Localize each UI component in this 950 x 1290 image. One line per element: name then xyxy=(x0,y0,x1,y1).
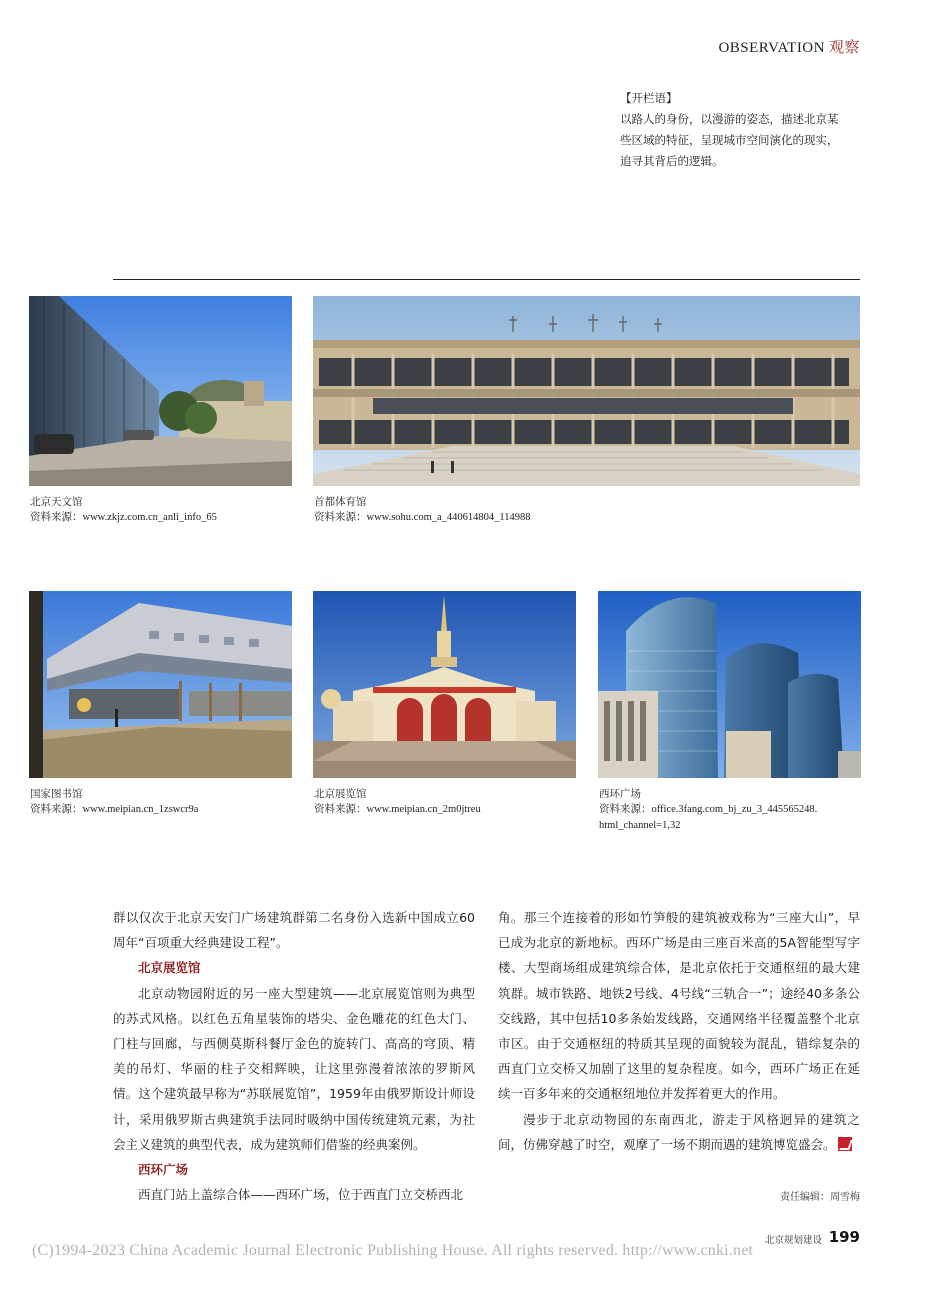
caption-source: 资料来源：www.meipian.cn_2m0jtreu xyxy=(314,804,481,815)
responsible-editor: 责任编辑：周雪梅 xyxy=(780,1192,860,1203)
caption-source: 资料来源：office.3fang.com_bj_zu_3_445565248. xyxy=(599,804,818,815)
paragraph: 西直门站上盖综合体——西环广场，位于西直门立交桥西北 xyxy=(138,1187,464,1203)
paragraph: 角。那三个连接着的形如竹笋般的建筑被戏称为“三座大山”，早已成为北京的新地标。西环广场是由三座百米高的5A智能型写字楼、大型商场组成建筑综合体，是北京依托于交通枢纽的最大建筑群。城市铁路、地铁2号线、4号线“三轨合一”；途经40多条公交线路，其中包括10多条始发线路，交通网络半径覆盖整个北京市区。由于交通枢纽的特质其呈现的面貌较为混乱，错综复杂的西直门立交桥又加剧了这里的复杂程度。如今，西环广场正在延续一百多年来的交通枢纽地位并发挥着更大的作用。 xyxy=(498,910,860,1102)
intro-line: 追寻其背后的逻辑。 xyxy=(620,154,724,168)
caption-beijing-planetarium xyxy=(30,494,300,526)
intro-line: 以路人的身份，以漫游的姿态，描述北京某 xyxy=(620,112,839,126)
caption-source-cont: html_channel=1,32 xyxy=(599,820,681,831)
caption-title: 国家图书馆 xyxy=(30,788,83,800)
paragraph: 群以仅次于北京天安门广场建筑群第二名身份入选新中国成立60周年“百项重大经典建设工程”。 xyxy=(113,910,475,951)
closing-text: 漫步于北京动物园的东南西北，游走于风格迥异的建筑之间，仿佛穿越了时空，观摩了一场不期而遇的建筑博览盛会。 xyxy=(498,1111,860,1152)
caption-national-library xyxy=(30,786,300,818)
paragraph: 北京动物园附近的另一座大型建筑——北京展览馆则为典型的苏式风格。以红色五角星装饰的塔尖、金色雕花的红色大门、门柱与回廊，与西侧莫斯科餐厅金色的旋转门、高高的穹顶、精美的吊灯、华丽的柱子交相辉映，让这里弥漫着浓浓的罗斯风情。这个建筑最早称为“苏联展览馆”，1959年由俄罗斯设计师设计，采用俄罗斯古典建筑手法同时吸纳中国传统建筑元素，为社会主义建筑的典型代表，成为建筑师们借鉴的经典案例。 xyxy=(113,985,475,1152)
caption-source: 资料来源：www.meipian.cn_1zswcr9a xyxy=(30,804,199,815)
article-left-column xyxy=(113,905,475,1207)
section-heading-xihuan-plaza: 西环广场 xyxy=(138,1162,189,1178)
journal-logo-icon xyxy=(838,1137,852,1151)
section-heading-exhibition-center: 北京展览馆 xyxy=(138,960,201,976)
photo-national-library xyxy=(29,591,292,778)
article-right-column xyxy=(498,905,860,1157)
intro-line: 些区域的特征，呈现城市空间演化的现实， xyxy=(620,133,839,147)
photo-xihuan-plaza xyxy=(598,591,861,778)
copyright-watermark: (C)1994-2023 China Academic Journal Electronic Publishing House. All rights reserved. http://www.cnki.net xyxy=(32,1242,754,1259)
caption-capital-gymnasium xyxy=(314,494,814,526)
page-header xyxy=(718,36,860,57)
caption-title: 北京展览馆 xyxy=(314,788,367,800)
caption-title: 西环广场 xyxy=(599,788,641,800)
publication-name: 北京规划建设 xyxy=(764,1235,822,1246)
section-divider xyxy=(113,279,860,280)
caption-title: 首都体育馆 xyxy=(314,496,367,508)
caption-beijing-exhibition-center xyxy=(314,786,584,818)
caption-xihuan-plaza xyxy=(599,786,869,834)
header-en: OBSERVATION xyxy=(718,40,825,56)
page-number: 199 xyxy=(828,1228,860,1246)
paragraph xyxy=(498,1107,860,1157)
caption-title: 北京天文馆 xyxy=(30,496,83,508)
caption-source: 资料来源：www.sohu.com_a_440614804_114988 xyxy=(314,512,531,523)
column-intro xyxy=(620,88,865,172)
header-cn: 观察 xyxy=(828,40,860,56)
photo-beijing-planetarium xyxy=(29,296,292,486)
caption-source: 资料来源：www.zkjz.com.cn_anli_info_65 xyxy=(30,512,217,523)
intro-title: 【开栏语】 xyxy=(620,91,678,105)
photo-capital-gymnasium xyxy=(313,296,860,486)
photo-beijing-exhibition-center xyxy=(313,591,576,778)
